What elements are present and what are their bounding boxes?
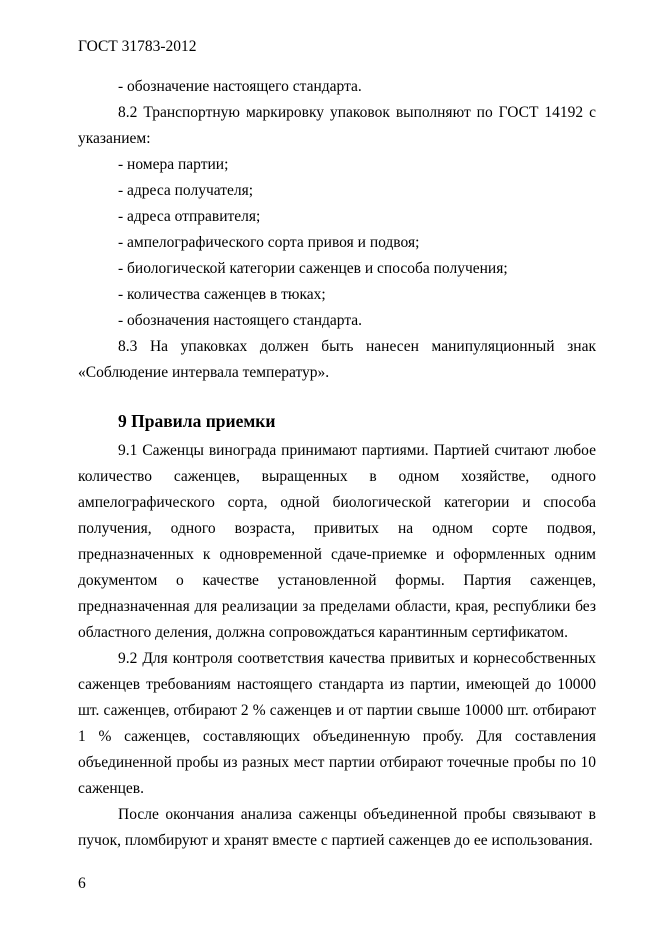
page-number: 6 [78, 875, 86, 892]
list-item: - обозначения настоящего стандарта. [118, 312, 363, 329]
list-item: - биологической категории саженцев и способа получения; [118, 260, 508, 277]
list-item: - номера партии; [118, 156, 229, 173]
document-header: ГОСТ 31783-2012 [78, 38, 197, 55]
paragraph-9-2: 9.2 Для контроля соответствия качества привитых и корнесобственных саженцев требованиям настоящего стандарта из партии, имеющей до 10000 шт. саженцев, отбирают 2 % саженцев и от партии свыше 10000 шт. отбирают 1 % саженцев, составляющих объединенную пробу. Для составления объединенной пробы из разных мест партии отбирают точечные пробы по 10 саженцев. [78, 650, 596, 797]
section-heading: 9 Правила приемки [118, 411, 276, 431]
paragraph-final: После окончания анализа саженцы объединенной пробы связывают в пучок, пломбируют и хранят вместе с партией саженцев до ее использования. [78, 806, 596, 849]
paragraph-8-2: 8.2 Транспортную маркировку упаковок выполняют по ГОСТ 14192 с указанием: [78, 104, 596, 147]
list-item: - количества саженцев в тюках; [118, 286, 326, 303]
list-item: - ампелографического сорта привоя и подвоя; [118, 234, 420, 251]
document-body [78, 74, 596, 854]
list-item: - адреса получателя; [118, 182, 254, 199]
paragraph-9-1: 9.1 Саженцы винограда принимают партиями. Партией считают любое количество саженцев, выращенных в одном хозяйстве, одного ампелографического сорта, одной биологической категории и способа получения, одного возраста, привитых на одном сорте подвоя, предназначенных к одновременной сдаче-приемке и оформленных одним документом о качестве установленной формы. Партия саженцев, предназначенная для реализации за пределами области, края, республики без областного деления, должна сопровождаться карантинным сертификатом. [78, 442, 596, 641]
paragraph-8-3: 8.3 На упаковках должен быть нанесен манипуляционный знак «Соблюдение интервала температур». [78, 338, 596, 381]
list-item: - адреса отправителя; [118, 208, 261, 225]
list-item: - обозначение настоящего стандарта. [118, 78, 362, 95]
